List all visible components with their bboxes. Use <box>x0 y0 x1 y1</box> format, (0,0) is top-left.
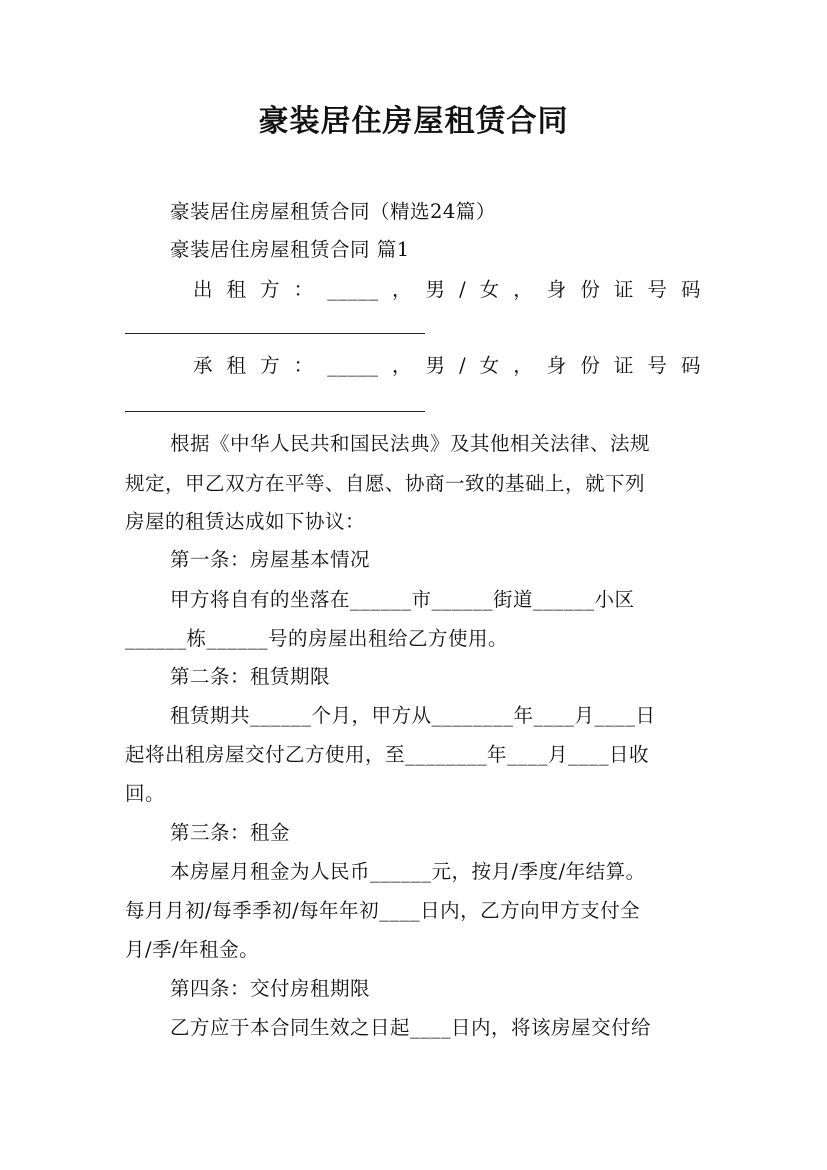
lessor-char: 份 <box>580 278 601 301</box>
paragraph-line: ______栋______号的房屋出租给乙方使用。 <box>125 627 509 650</box>
paragraph-line: 每月月初/每季季初/每年年初____日内，乙方向甲方支付全 <box>125 899 641 922</box>
paragraph-line: 本房屋月租金为人民币______元，按月/季度/年结算。 <box>170 860 646 883</box>
document-subtitle: 豪装居住房屋租赁合同（精选24篇） <box>170 200 496 223</box>
lessee-name-blank: _____ <box>327 354 379 377</box>
paragraph-line: 乙方应于本合同生效之日起____日内，将该房屋交付给 <box>170 1016 652 1039</box>
lessee-char: 承 <box>193 354 214 377</box>
lessee-char: 男 <box>425 354 446 377</box>
lessee-char: / <box>459 354 467 377</box>
lessor-char: 方 <box>260 278 281 301</box>
lessor-char: ， <box>513 278 534 301</box>
lessee-char: ， <box>391 354 412 377</box>
lessee-char: 份 <box>580 354 601 377</box>
lessee-char: 方 <box>260 354 281 377</box>
document-title: 豪装居住房屋租赁合同 <box>258 104 569 139</box>
lessor-line <box>193 276 701 304</box>
lessee-char: 女 <box>479 354 500 377</box>
lessor-char: 号 <box>647 278 668 301</box>
paragraph-line: 起将出租房屋交付乙方使用，至________年____月____日收 <box>125 743 650 766</box>
lessee-char: 号 <box>647 354 668 377</box>
lessee-char: 租 <box>226 354 247 377</box>
lessee-id-blank-line <box>125 411 425 412</box>
lessee-char: ， <box>513 354 534 377</box>
clause-heading-1: 第一条：房屋基本情况 <box>170 548 371 571</box>
lessee-char: ： <box>293 354 314 377</box>
lessee-line <box>193 352 701 380</box>
lessor-id-blank-line <box>125 333 425 334</box>
clause-heading-3: 第三条：租金 <box>170 821 291 844</box>
section-heading: 豪装居住房屋租赁合同 篇1 <box>170 238 410 261</box>
lessor-char: 租 <box>226 278 247 301</box>
paragraph-line: 月/季/年租金。 <box>125 938 260 961</box>
lessor-char: ， <box>391 278 412 301</box>
lessor-char: 身 <box>546 278 567 301</box>
lessee-char: 证 <box>613 354 634 377</box>
paragraph-line: 租赁期共______个月，甲方从________年____月____日 <box>170 704 656 727</box>
paragraph-line: 规定，甲乙双方在平等、自愿、协商一致的基础上，就下列 <box>125 472 646 495</box>
lessor-char: / <box>459 278 467 301</box>
clause-heading-2: 第二条：租赁期限 <box>170 665 331 688</box>
lessor-char: 出 <box>193 278 214 301</box>
lessor-name-blank: _____ <box>327 278 379 301</box>
lessee-char: 身 <box>546 354 567 377</box>
paragraph-line: 甲方将自有的坐落在______市______街道______小区 <box>170 588 635 611</box>
lessor-char: ： <box>293 278 314 301</box>
paragraph-line: 根据《中华人民共和国民法典》及其他相关法律、法规 <box>170 432 651 455</box>
lessor-char: 证 <box>613 278 634 301</box>
lessee-char: 码 <box>680 354 701 377</box>
lessor-char: 女 <box>479 278 500 301</box>
clause-heading-4: 第四条：交付房租期限 <box>170 977 371 1000</box>
paragraph-line: 房屋的租赁达成如下协议： <box>125 510 366 533</box>
lessor-char: 男 <box>425 278 446 301</box>
lessor-char: 码 <box>680 278 701 301</box>
paragraph-line: 回。 <box>125 782 166 805</box>
